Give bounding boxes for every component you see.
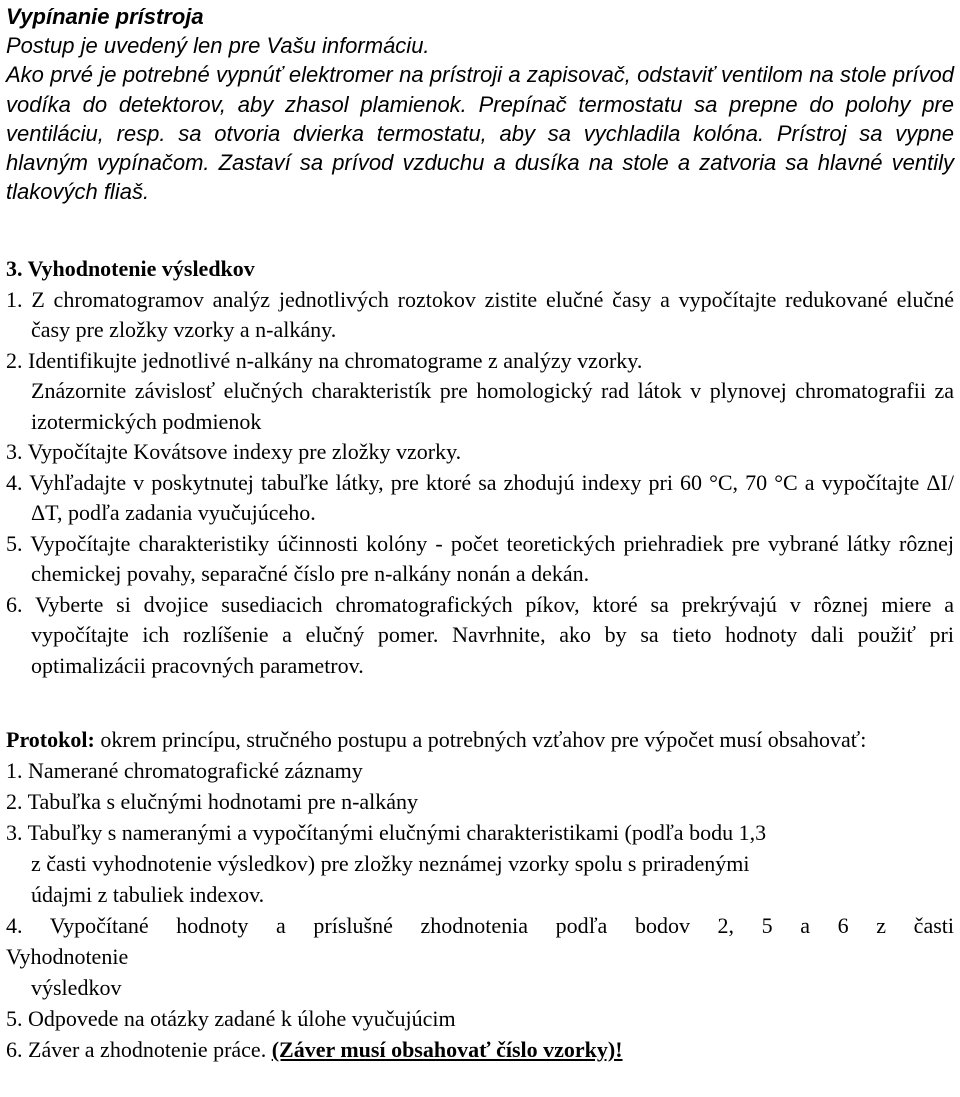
item-text: Vyberte si dvojice susediacich chromatografických píkov, ktoré sa prekrývajú v rôznej miere a vypočítajte ich rozlíšenie a elučný pomer. Navrhnite, ako by sa tieto hodnoty dali použiť pri optimalizácii pracovných parametrov.: [31, 591, 954, 678]
protocol-emphasis: (Záver musí obsahovať číslo vzorky)!: [271, 1037, 623, 1062]
section-title: Vypínanie prístroja: [6, 4, 204, 29]
protocol-intro-text: okrem princípu, stručného postupu a potrebných vzťahov pre výpočet musí obsahovať:: [94, 727, 867, 752]
protocol-item-continuation: z časti vyhodnotenie výsledkov) pre zložky neznámej vzorky spolu s priradenými: [31, 851, 750, 876]
evaluation-item-1: [6, 285, 954, 346]
protocol-item-continuation: údajmi z tabuliek indexov.: [31, 882, 265, 907]
item-text: Znázornite závislosť elučných charakteristík pre homologický rad látok v plynovej chromatografii za izotermických podmienok: [31, 378, 954, 434]
item-number: 5.: [6, 530, 23, 556]
protocol-item: 5. Odpovede na otázky zadané k úlohe vyučujúcim: [6, 1006, 456, 1031]
protocol-item: 1. Namerané chromatografické záznamy: [6, 758, 363, 783]
protocol-item-continuation: výsledkov: [31, 975, 122, 1000]
evaluation-item-2: [6, 346, 954, 377]
item-text: Z chromatogramov analýz jednotlivých roztokov zistite elučné časy a vypočítajte redukované elučné časy pre zložky vzorky a n-alkány.: [31, 286, 955, 342]
info-note: Postup je uvedený len pre Vašu informáciu.: [6, 33, 430, 59]
switch-off-paragraph: Ako prvé je potrebné vypnúť elektromer na prístroji a zapisovač, odstaviť ventilom na stole prívod vodíka do detektorov, aby zhasol plamienok. Prepínač termostatu sa prepne do polohy pre ventiláciu, resp. sa otvoria dvierka termostatu, aby sa vychladila kolóna. Prístroj sa vypne hlavným vypínačom. Zastaví sa prívod vzduchu a dusíka na stole a zatvoria sa hlavné ventily tlakových fliaš.: [6, 62, 954, 205]
protocol-item-text: 6. Záver a zhodnotenie práce.: [6, 1037, 272, 1062]
item-text: Identifikujte jednotlivé n-alkány na chromatograme z analýzy vzorky.: [28, 347, 643, 373]
item-number: 1.: [6, 286, 23, 312]
item-number: 3.: [6, 439, 23, 464]
protocol-item-last: [6, 1034, 954, 1065]
protocol-section: [6, 724, 954, 1065]
evaluation-item-5: [6, 529, 954, 590]
item-number: 2.: [6, 347, 23, 373]
item-text: Vyhľadajte v poskytnutej tabuľke látky, pre ktoré sa zhodujú indexy pri 60 °C, 70 °C a vypočítajte: [29, 469, 927, 495]
evaluation-item-4: [6, 468, 954, 529]
switch-off-section: [6, 2, 954, 206]
item-number: 6.: [6, 591, 23, 617]
protocol-intro: [6, 724, 954, 755]
delta-symbol: ΔI/ΔT: [31, 469, 954, 525]
evaluation-section: [6, 254, 954, 681]
item-text: Vypočítajte charakteristiky účinnosti kolóny - počet teoretických priehradiek pre vybrané látky rôznej chemickej povahy, separačné číslo pre n-alkány nonán a dekán.: [30, 530, 955, 586]
protocol-item: 2. Tabuľka s elučnými hodnotami pre n-alkány: [6, 789, 419, 814]
protocol-item: 4. Vypočítané hodnoty a príslušné zhodnotenia podľa bodov 2, 5 a 6 z časti: [6, 913, 954, 938]
item-number: 4.: [6, 469, 23, 495]
item-text: Vypočítajte Kovátsove indexy pre zložky vzorky.: [27, 439, 462, 464]
evaluation-heading: 3. Vyhodnotenie výsledkov: [6, 256, 255, 281]
protocol-item: 3. Tabuľky s nameranými a vypočítanými elučnými charakteristikami (podľa bodu 1,3: [6, 820, 767, 845]
evaluation-item-6: [6, 590, 954, 682]
evaluation-item-3: [6, 437, 954, 468]
protocol-label: Protokol:: [6, 727, 95, 752]
evaluation-item-2b: [6, 376, 954, 437]
protocol-item-continuation: Vyhodnotenie: [6, 944, 129, 969]
item-text: , podľa zadania vyučujúceho.: [56, 500, 316, 525]
